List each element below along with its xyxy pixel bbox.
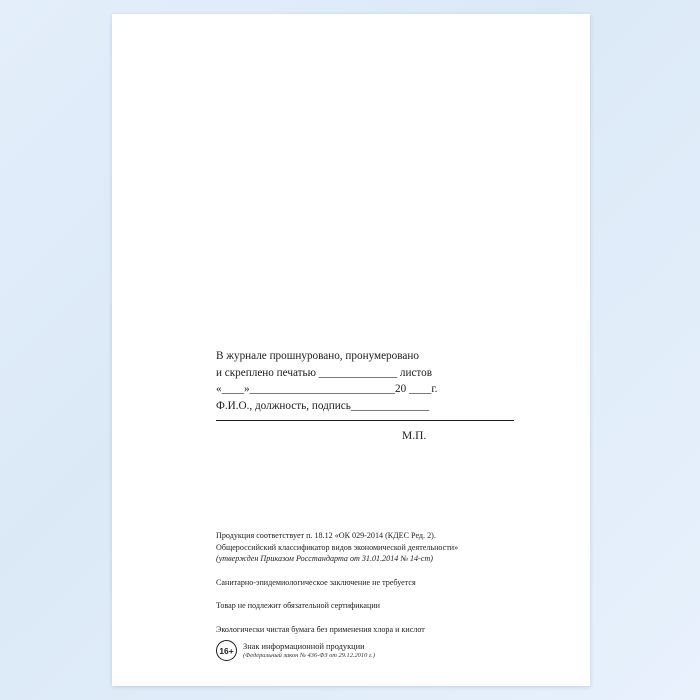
footer-eco-note: Экологически чистая бумага без применения хлора и кислот: [216, 624, 425, 634]
stamp-place-label: М.П.: [402, 430, 427, 442]
age-rating-icon: 16+: [216, 640, 237, 661]
information-product-law: (Федеральный закон № 436-ФЗ от 29.12.2010 г.): [243, 652, 376, 659]
information-product-title: Знак информационной продукции: [243, 642, 365, 651]
certification-line-1: В журнале прошнуровано, пронумеровано: [216, 350, 419, 362]
certification-line-4: Ф.И.О., должность, подпись______________: [216, 399, 430, 412]
certification-line-3: «____»__________________________20 ____г.: [216, 383, 438, 395]
information-product-text: [243, 640, 375, 659]
footer-product-line-2: Общероссийский классификатор видов экономической деятельности»: [216, 542, 459, 552]
document-page: [112, 14, 590, 686]
footer-notes: [216, 530, 546, 636]
footer-product-line-1: Продукция соответствует п. 18.12 «ОК 029-2014 (КДЕС Ред. 2).: [216, 531, 436, 540]
signature-rule: [216, 416, 514, 421]
certification-line-2: и скреплено печатью ______________ листов: [216, 366, 433, 379]
footer-product-line-3: (утвержден Приказом Росстандарта от 31.01.2014 № 14-ст): [216, 554, 433, 564]
information-product-mark: [216, 640, 375, 661]
footer-certification-note: Товар не подлежит обязательной сертификации: [216, 601, 381, 611]
footer-sanitary-note: Санитарно-эпидемиологическое заключение не требуется: [216, 577, 416, 587]
certification-block: [216, 348, 516, 421]
